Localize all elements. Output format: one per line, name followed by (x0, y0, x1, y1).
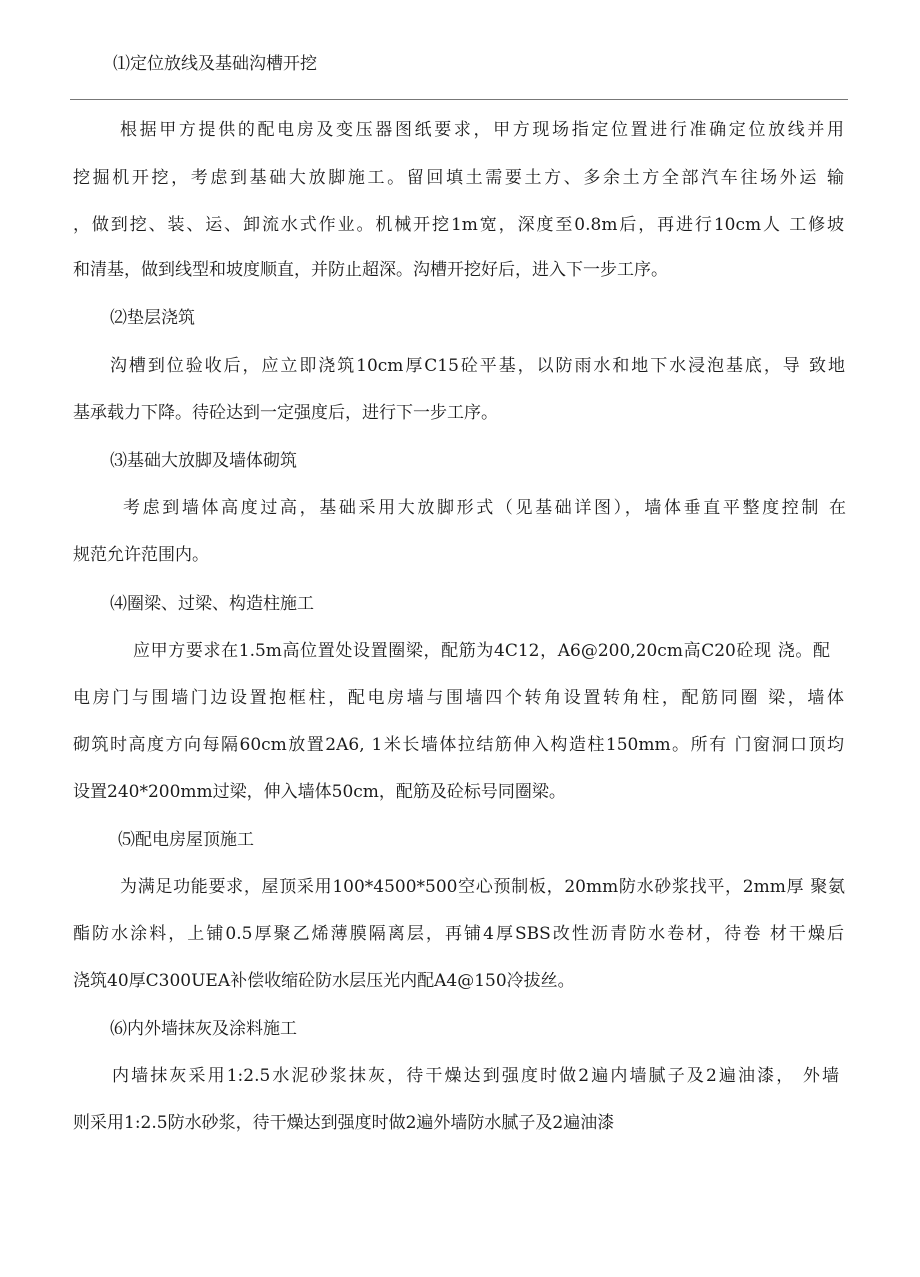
paragraph-line: 为满足功能要求，屋顶采用100*4500*500空心预制板，20mm防水砂浆找平，2mm厚 聚氨 (120, 877, 845, 897)
paragraph-line: 则采用1:2.5防水砂浆，待干燥达到强度时做2遍外墙防水腻子及2遍油漆 (73, 1113, 615, 1133)
paragraph-line: 考虑到墙体高度过高，基础采用大放脚形式（见基础详图），墙体垂直平整度控制 在 (123, 498, 846, 518)
section-heading-4: ⑷圈梁、过梁、构造柱施工 (110, 594, 314, 614)
section-heading-2: ⑵垫层浇筑 (110, 308, 195, 328)
paragraph-line: 基承载力下降。待砼达到一定强度后，进行下一步工序。 (73, 403, 498, 423)
section-heading-3: ⑶基础大放脚及墙体砌筑 (110, 451, 297, 471)
paragraph-line: 电房门与围墙门边设置抱框柱，配电房墙与围墙四个转角设置转角柱，配筋同圈 梁，墙体 (73, 688, 844, 708)
paragraph-line: 内墙抹灰采用1:2.5水泥砂浆抹灰，待干燥达到强度时做2遍内墙腻子及2遍油漆， 外墙 (112, 1066, 839, 1086)
paragraph-line: 设置240*200mm过梁，伸入墙体50cm，配筋及砼标号同圈梁。 (73, 782, 566, 802)
paragraph-line: 应甲方要求在1.5m高位置处设置圈梁，配筋为4C12，A6@200,20cm高C20砼现 浇。配 (133, 641, 830, 661)
paragraph-line: 和清基，做到线型和坡度顺直，并防止超深。沟槽开挖好后，进入下一步工序。 (73, 260, 668, 280)
paragraph-line: 挖掘机开挖，考虑到基础大放脚施工。留回填土需要土方、多余土方全部汽车往场外运 输 (73, 168, 844, 188)
section-heading-6: ⑹内外墙抹灰及涂料施工 (110, 1019, 297, 1039)
section-heading-5: ⑸配电房屋顶施工 (118, 830, 254, 850)
paragraph-line: 浇筑40厚C300UEA补偿收缩砼防水层压光内配A4@150冷拔丝。 (73, 971, 575, 991)
paragraph-line: 沟槽到位验收后，应立即浇筑10cm厚C15砼平基，以防雨水和地下水浸泡基底，导 致地 (110, 356, 845, 376)
paragraph-line: 酯防水涂料，上铺0.5厚聚乙烯薄膜隔离层，再铺4厚SBS改性沥青防水卷材，待卷 材干燥后 (73, 924, 844, 944)
section-heading-1: ⑴定位放线及基础沟槽开挖 (113, 54, 317, 74)
paragraph-line: 砌筑时高度方向每隔60cm放置2A6, 1米长墙体拉结筋伸入构造柱150mm。所有 门窗洞口顶均 (73, 735, 844, 755)
header-divider (70, 99, 848, 100)
paragraph-line: 根据甲方提供的配电房及变压器图纸要求，甲方现场指定位置进行准确定位放线并用 (120, 120, 844, 140)
paragraph-line: ，做到挖、装、运、卸流水式作业。机械开挖1m宽，深度至0.8m后，再进行10cm人 工修坡 (73, 215, 844, 235)
paragraph-line: 规范允许范围内。 (73, 545, 209, 565)
